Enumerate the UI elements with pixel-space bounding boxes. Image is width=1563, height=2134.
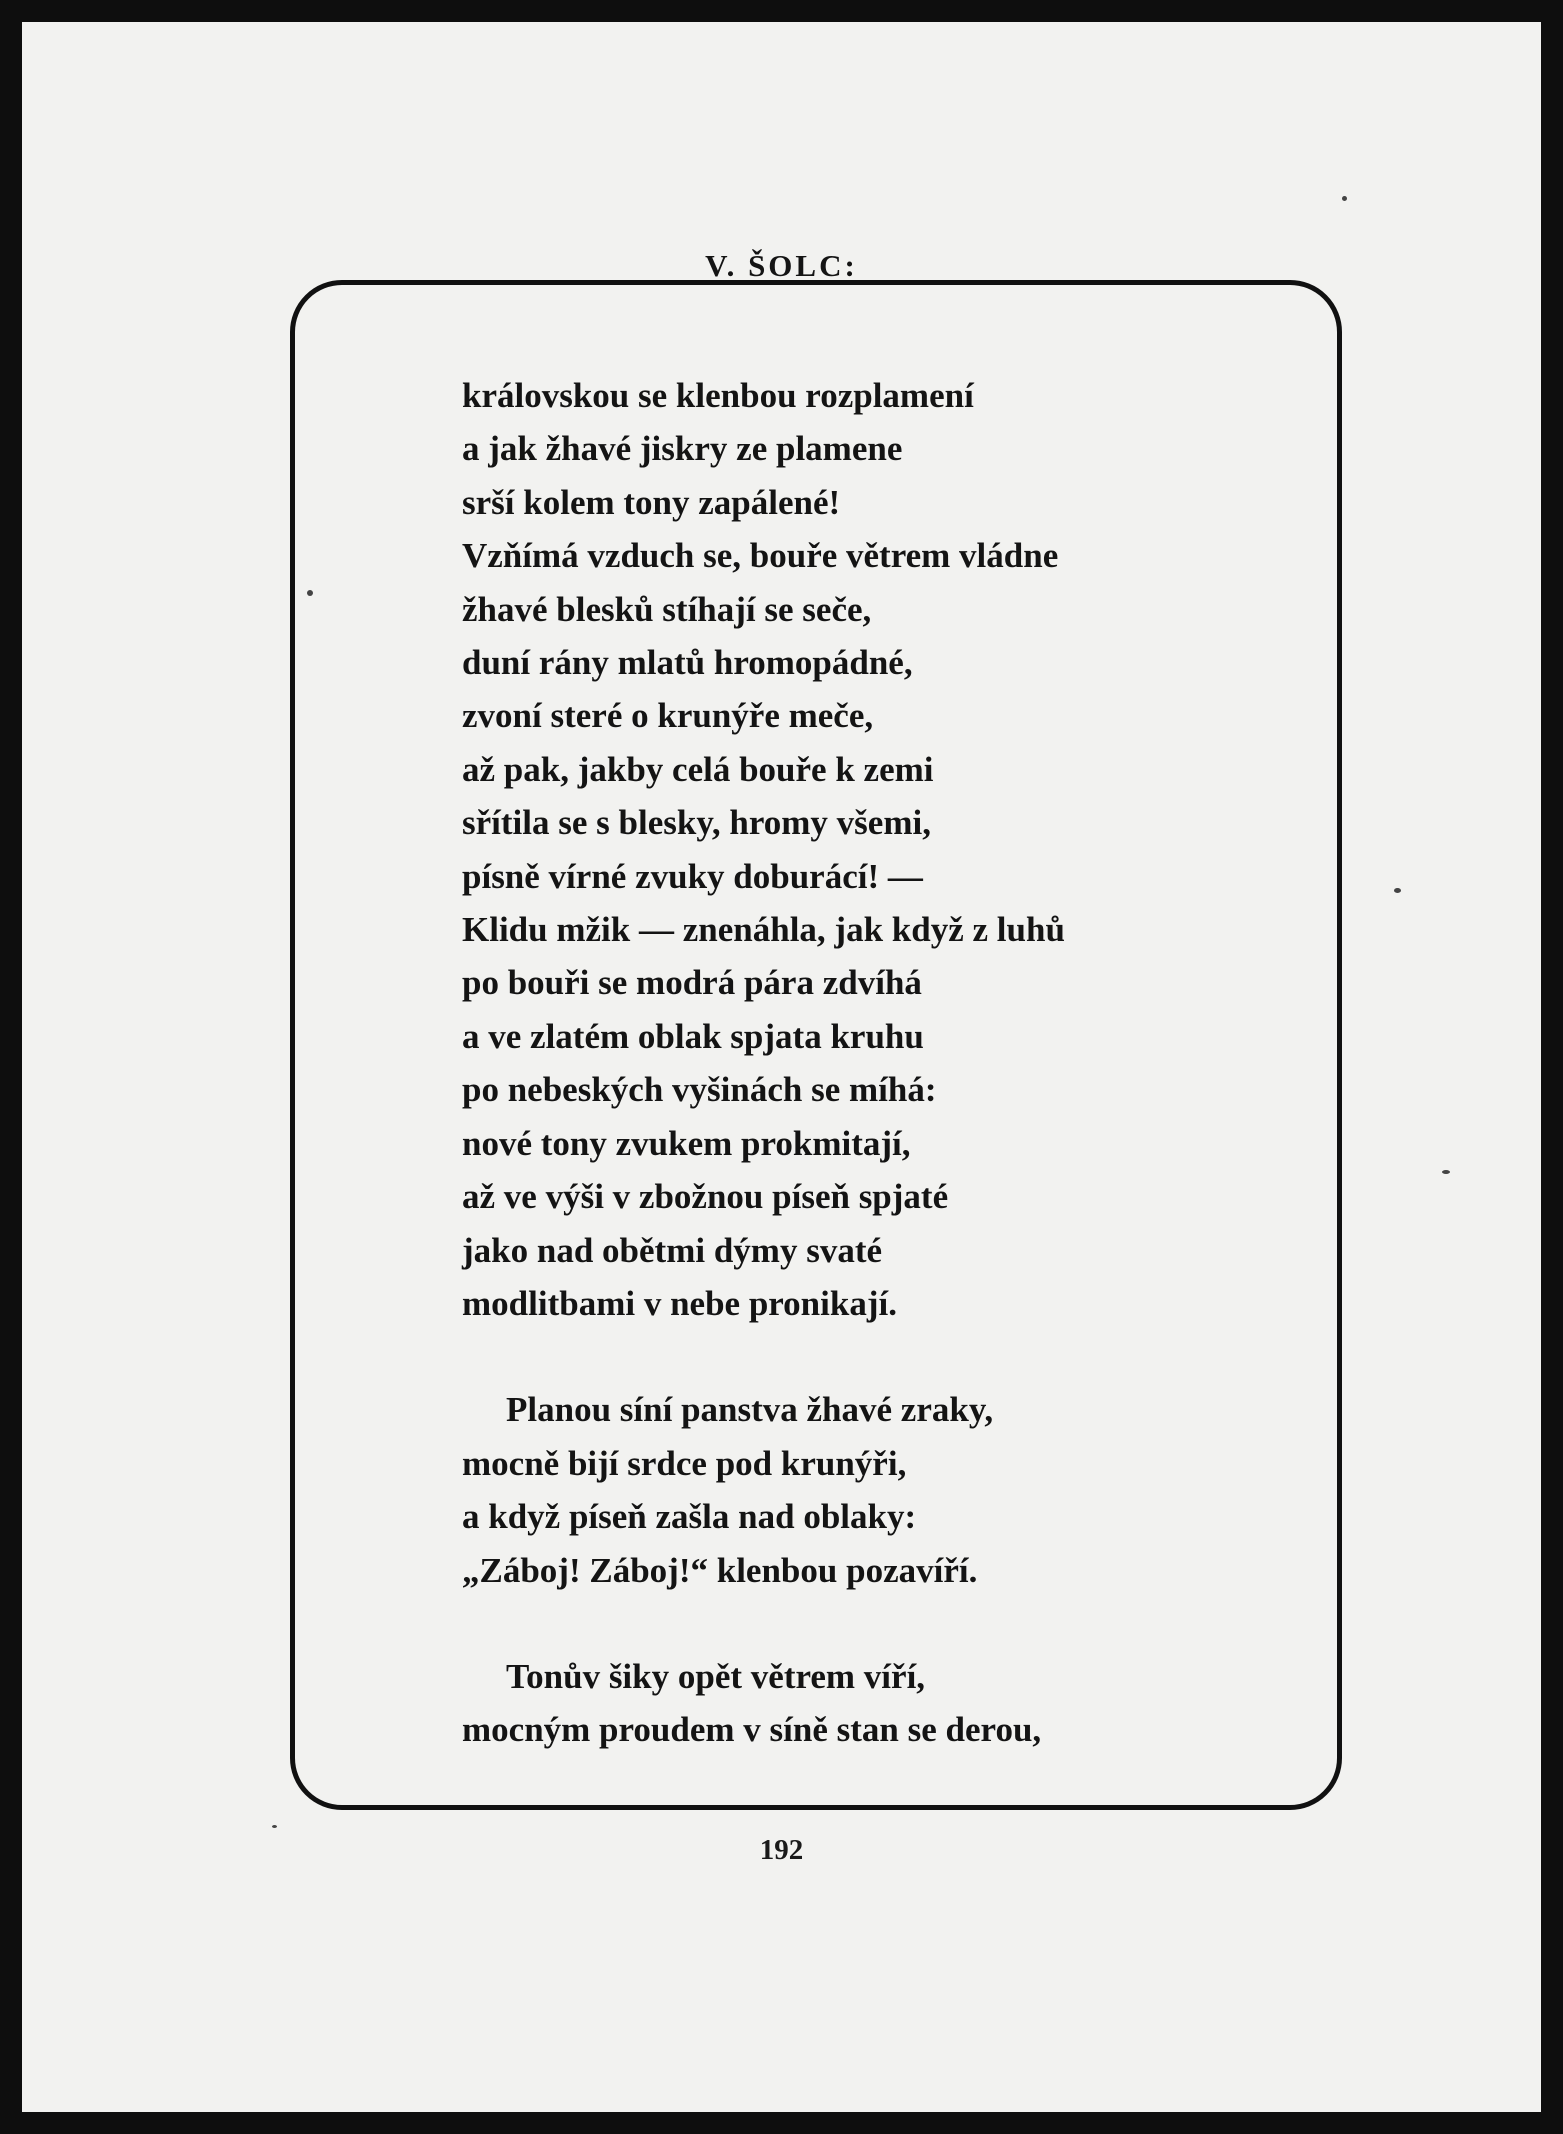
- poem-line: Planou síní panstva žhavé zraky,: [506, 1390, 994, 1430]
- poem-line: zvoní steré o krunýře meče,: [462, 696, 874, 736]
- poem-line: a když píseň zašla nad oblaky:: [462, 1497, 917, 1537]
- poem-line: modlitbami v nebe pronikají.: [462, 1283, 897, 1323]
- paper-speck: [272, 1825, 277, 1828]
- paper-speck: [1394, 888, 1401, 893]
- running-head: V. ŠOLC:: [705, 248, 858, 283]
- poem-line: královskou se klenbou rozplamení: [462, 376, 974, 415]
- paper-speck: [1442, 1170, 1450, 1174]
- stanza-gap: [462, 1330, 1282, 1383]
- book-page: [22, 22, 1541, 2112]
- poem-line: mocně bijí srdce pod krunýři,: [462, 1443, 907, 1483]
- poem-line: srší kolem tony zapálené!: [462, 482, 841, 522]
- paper-speck: [1342, 196, 1347, 201]
- poem-text: [462, 369, 1282, 1757]
- page-number: 192: [759, 1834, 804, 1866]
- poem-line: po bouři se modrá pára zdvíhá: [462, 963, 922, 1003]
- poem-line: Tonův šiky opět větrem víří,: [506, 1656, 926, 1696]
- poem-line: po nebeských vyšinách se míhá:: [462, 1070, 937, 1110]
- poem-line: Klidu mžik — znenáhla, jak když z luhů: [462, 910, 1065, 950]
- poem-line: nové tony zvukem prokmitají,: [462, 1123, 911, 1163]
- poem-line: jako nad obětmi dýmy svaté: [462, 1230, 883, 1270]
- poem-line: žhavé blesků stíhají se seče,: [462, 589, 872, 629]
- poem-line: Vzňímá vzduch se, bouře větrem vládne: [462, 536, 1059, 576]
- poem-line: až ve výši v zbožnou píseň spjaté: [462, 1177, 949, 1217]
- poem-line: a ve zlatém oblak spjata kruhu: [462, 1016, 924, 1056]
- poem-line: až pak, jakby celá bouře k zemi: [462, 749, 934, 789]
- poem-line: sřítila se s blesky, hromy všemi,: [462, 803, 931, 843]
- poem-line: písně vírné zvuky doburácí! —: [462, 856, 923, 896]
- poem-line: duní rány mlatů hromopádné,: [462, 643, 913, 683]
- poem-line: a jak žhavé jiskry ze plamene: [462, 429, 903, 469]
- stanza-gap: [462, 1597, 1282, 1650]
- paper-speck: [307, 590, 313, 596]
- poem-line: „Záboj! Záboj!“ klenbou pozavíří.: [462, 1550, 978, 1590]
- poem-line: mocným proudem v síně stan se derou,: [462, 1710, 1042, 1750]
